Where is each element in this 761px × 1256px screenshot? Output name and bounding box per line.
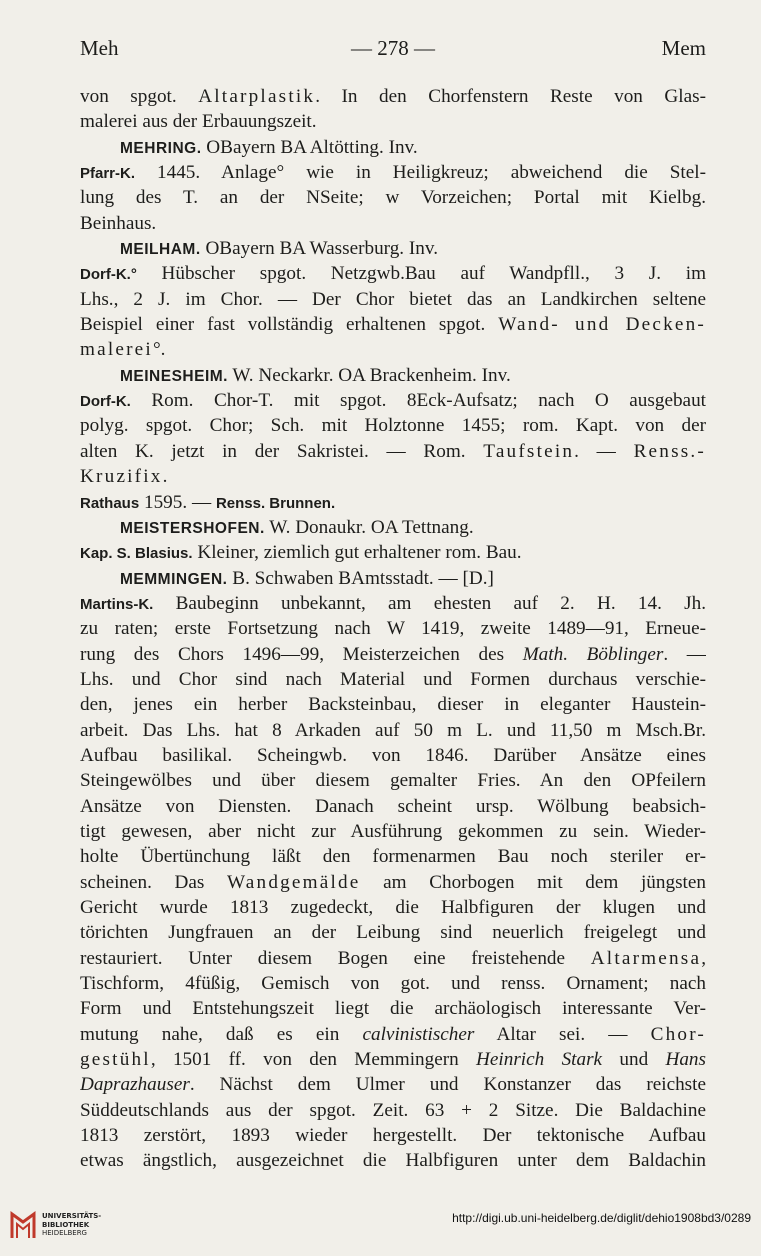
- text-run: malerei: [80, 339, 153, 361]
- page-number: — 278 —: [351, 36, 435, 60]
- text-line: [80, 490, 706, 515]
- text-line: [80, 844, 706, 869]
- text-line: [80, 971, 706, 996]
- text-run: törichten Jungfrauen an der Leibung sind neuerlich freigelegt und: [80, 922, 706, 944]
- text-line: [80, 667, 706, 692]
- text-line: [80, 1148, 706, 1173]
- text-line: [80, 236, 706, 261]
- entry-heading: MEINESHEIM.: [120, 367, 228, 385]
- text-line: [80, 84, 706, 109]
- text-line: [80, 996, 706, 1021]
- text-run: den, jenes ein herber Backsteinbau, dieser in eleganter Haustein-: [80, 694, 706, 716]
- text-run: am Chorbogen mit dem jüngsten: [360, 871, 706, 893]
- library-name: UNIVERSITÄTS- BIBLIOTHEK HEIDELBERG: [42, 1212, 102, 1237]
- building-label: Kap. S. Blasius.: [80, 545, 193, 563]
- text-line: [80, 616, 706, 641]
- footer: [0, 1198, 761, 1256]
- building-label: Martins-K.: [80, 595, 154, 613]
- text-line: [80, 1047, 706, 1072]
- text-run: °.: [152, 339, 166, 361]
- text-run: Lhs., 2 J. im Chor. — Der Chor bietet das an Landkirchen seltene: [80, 288, 706, 310]
- text-run: Renss.-: [633, 440, 706, 462]
- text-run: Beinhaus.: [80, 212, 157, 234]
- text-run: holte Übertünchung läßt den formenarmen Bau noch steriler er-: [80, 846, 706, 868]
- text-run: von spgot.: [80, 86, 199, 107]
- text-line: [80, 439, 706, 464]
- text-line: [80, 591, 706, 616]
- text-line: [80, 566, 706, 591]
- building-label: Rathaus: [80, 494, 140, 512]
- text-line: [80, 540, 706, 565]
- text-run: arbeit. Das Lhs. hat 8 Arkaden auf 50 m L. und 11,50 m Msch.Br.: [80, 719, 706, 741]
- text-line: [80, 413, 706, 438]
- building-label: Dorf-K.°: [80, 266, 137, 284]
- building-label: Dorf-K.: [80, 393, 131, 411]
- text-run: Ansätze von Diensten. Danach scheint ursp. Wölbung beabsich-: [80, 795, 706, 817]
- text-line: [80, 794, 706, 819]
- text-run: W. Donaukr. OA Tettnang.: [264, 516, 474, 538]
- text-line: [80, 337, 706, 362]
- text-run: polyg. spgot. Chor; Sch. mit Holztonne 1455; rom. Kapt. von der: [80, 415, 706, 437]
- text-run: 1445. Anlage° wie in Heiligkreuz; abweichend die Stel-: [135, 162, 706, 184]
- text-line: [80, 819, 706, 844]
- text-run: Altarmensa: [590, 947, 702, 969]
- text-run: Baubeginn unbekannt, am ehesten auf 2. H. 14. Jh.: [153, 592, 706, 614]
- text-run: lung des T. an der NSeite; w Vorzeichen; Portal mit Kielbg.: [80, 187, 706, 209]
- text-run: Daprazhauser: [80, 1074, 190, 1096]
- text-run: Wand- und Decken-: [498, 314, 706, 336]
- text-run: und: [602, 1049, 666, 1071]
- text-run: .: [162, 466, 168, 488]
- text-run: Form und Entstehungszeit liegt die archäologisch interessante Ver-: [80, 998, 706, 1020]
- text-run: Taufstein: [483, 440, 575, 462]
- text-line: [80, 287, 706, 312]
- text-run: , 1501 ff. von den Memmingern: [150, 1049, 477, 1071]
- text-line: [80, 135, 706, 160]
- text-run: Kleiner, ziemlich gut erhaltener rom. Bau.: [192, 542, 522, 564]
- text-run: OBayern BA Wasserburg. Inv.: [200, 238, 439, 260]
- page-header: [80, 36, 706, 66]
- text-line: [80, 718, 706, 743]
- text-run: Aufbau basilikal. Scheingwb. von 1846. Darüber Ansätze eines: [80, 744, 706, 766]
- text-run: restauriert. Unter diesem Bogen eine freistehende: [80, 947, 591, 969]
- text-run: etwas ängstlich, ausgezeichnet die Halbfiguren unter dem Baldachin: [80, 1150, 706, 1172]
- text-run: tigt gewesen, aber nicht zur Ausführung gekommen zu sein. Wieder-: [80, 820, 706, 842]
- text-run: Math. Böblinger: [522, 643, 664, 665]
- entry-heading: MEHRING.: [120, 139, 202, 157]
- text-run: Gericht wurde 1813 zugedeckt, die Halbfiguren der klugen und: [80, 897, 706, 918]
- text-run: malerei aus der Erbauungszeit.: [80, 111, 317, 133]
- text-line: [80, 363, 706, 388]
- text-run: scheinen. Das: [80, 871, 228, 893]
- text-run: . In den Chorfenstern Reste von Glas-: [315, 86, 706, 107]
- body-text: [80, 84, 706, 1174]
- text-run: Chor-: [650, 1023, 706, 1045]
- entry-heading: MEMMINGEN.: [120, 570, 228, 588]
- text-run: Altarplastik: [198, 86, 316, 107]
- text-run: rung des Chors 1496—99, Meisterzeichen des: [80, 643, 523, 665]
- text-line: [80, 895, 706, 920]
- entry-heading: MEILHAM.: [120, 241, 201, 259]
- text-line: [80, 946, 706, 971]
- text-run: . Nächst dem Ulmer und Konstanzer das reichste: [189, 1074, 706, 1096]
- text-line: [80, 464, 706, 489]
- text-run: B. Schwaben BAmtsstadt. — [D.]: [227, 567, 494, 589]
- text-run: Tischform, 4füßig, Gemisch von got. und renss. Ornament; nach: [80, 973, 706, 995]
- text-run: Kruzifix: [80, 466, 163, 488]
- header-right-keyword: Mem: [661, 36, 706, 60]
- text-line: [80, 743, 706, 768]
- source-url[interactable]: http://digi.ub.uni-heidelberg.de/diglit/dehio1908bd3/0289: [452, 1211, 751, 1225]
- text-line: [80, 870, 706, 895]
- university-library-logo-icon: [8, 1208, 38, 1242]
- header-left-keyword: Meh: [80, 36, 119, 60]
- text-run: Altar sei. —: [474, 1023, 651, 1045]
- text-line: [80, 1072, 706, 1097]
- text-run: Hübscher spgot. Netzgwb.Bau auf Wandpfll., 3 J. im: [136, 263, 706, 285]
- text-line: [80, 261, 706, 286]
- text-run: OBayern BA Altötting. Inv.: [201, 136, 418, 158]
- entry-heading: MEISTERSHOFEN.: [120, 519, 265, 537]
- text-run: Wandgemälde: [227, 871, 361, 893]
- text-line: [80, 692, 706, 717]
- text-run: Heinrich Stark: [476, 1049, 603, 1071]
- text-run: Beispiel einer fast vollständig erhaltenen spgot.: [80, 314, 499, 336]
- text-line: [80, 1098, 706, 1123]
- text-run: mutung nahe, daß es ein: [80, 1023, 363, 1045]
- text-run: Süddeutschlands aus der spgot. Zeit. 63 + 2 Sitze. Die Baldachine: [80, 1099, 706, 1121]
- text-run: alten K. jetzt in der Sakristei. — Rom.: [80, 440, 484, 462]
- text-line: [80, 515, 706, 540]
- building-label: Renss. Brunnen.: [215, 494, 336, 512]
- text-run: zu raten; erste Fortsetzung nach W 1419, zweite 1489—91, Erneue-: [80, 618, 706, 640]
- text-line: [80, 768, 706, 793]
- text-run: W. Neckarkr. OA Brackenheim. Inv.: [227, 364, 511, 386]
- text-run: gestühl: [80, 1049, 151, 1071]
- text-run: Rom. Chor-T. mit spgot. 8Eck-Aufsatz; nach O ausgebaut: [130, 390, 706, 412]
- text-run: . —: [574, 440, 634, 462]
- text-line: [80, 211, 706, 236]
- text-run: Steingewölbes und über diesem gemalter Fries. An den OPfeilern: [80, 770, 706, 792]
- text-line: [80, 312, 706, 337]
- text-line: [80, 642, 706, 667]
- text-run: Hans: [665, 1049, 706, 1071]
- text-line: [80, 185, 706, 210]
- text-run: 1595. —: [139, 491, 216, 513]
- text-run: calvinistischer: [362, 1023, 475, 1045]
- text-line: [80, 160, 706, 185]
- building-label: Pfarr-K.: [80, 165, 136, 183]
- text-line: [80, 109, 706, 134]
- text-run: Lhs. und Chor sind nach Material und Formen durchaus verschie-: [80, 668, 706, 690]
- text-line: [80, 1123, 706, 1148]
- text-run: ,: [701, 947, 706, 969]
- text-run: . —: [663, 643, 706, 665]
- text-run: 1813 zerstört, 1893 wieder hergestellt. Der tektonische Aufbau: [80, 1125, 706, 1147]
- text-line: [80, 920, 706, 945]
- text-line: [80, 1022, 706, 1047]
- text-line: [80, 388, 706, 413]
